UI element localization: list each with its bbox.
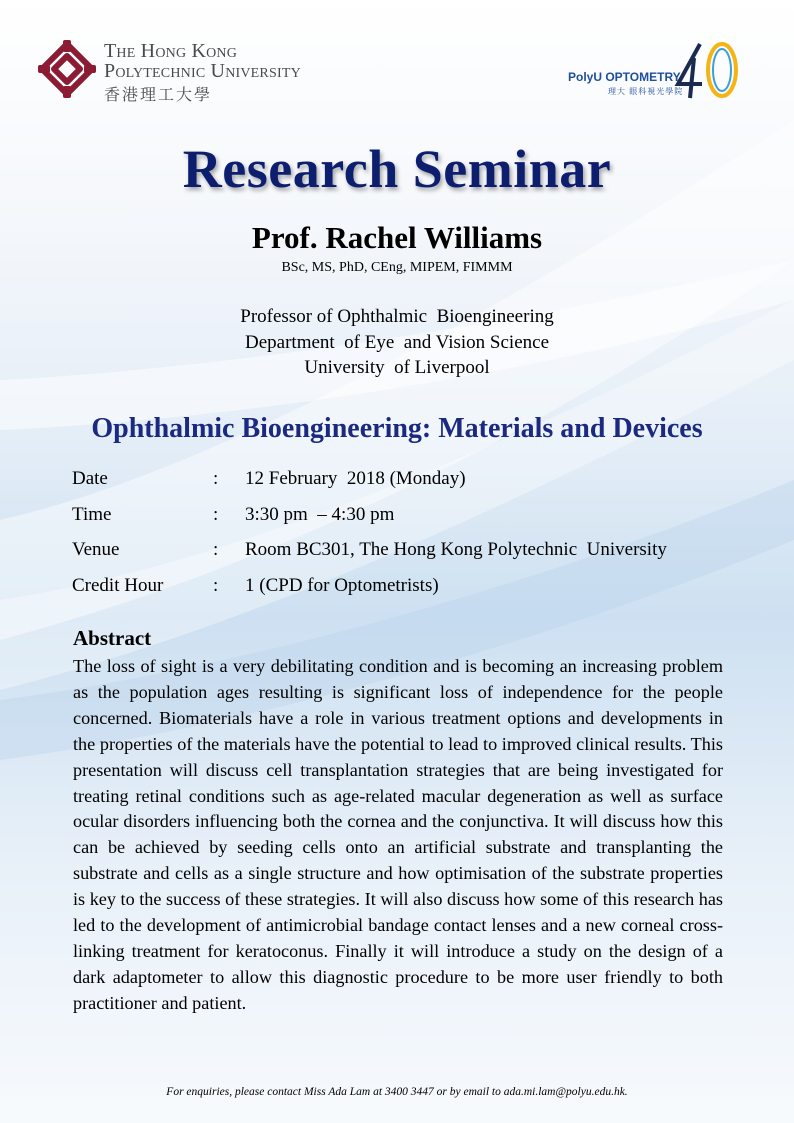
detail-value: 3:30 pm – 4:30 pm <box>245 503 395 525</box>
detail-label: Venue <box>72 539 120 560</box>
detail-colon: : <box>213 468 219 489</box>
university-name-chinese: 香港理工大學 <box>104 87 213 104</box>
speaker-institution: University of Liverpool <box>304 357 490 378</box>
polyu-logo <box>38 40 358 106</box>
dept-logo-subtitle: 理大 眼科視光學院 <box>608 87 684 96</box>
detail-value: 12 February 2018 (Monday) <box>245 468 466 489</box>
detail-row-date <box>72 468 752 504</box>
speaker-name: Prof. Rachel Williams <box>251 220 543 255</box>
speaker-department: Department of Eye and Vision Science <box>245 332 549 353</box>
detail-label: Time <box>72 503 112 525</box>
detail-colon: : <box>213 539 219 560</box>
optometry-logo <box>568 40 748 104</box>
event-details <box>72 468 752 610</box>
polyu-emblem-icon <box>38 40 96 98</box>
detail-row-time <box>72 504 752 540</box>
detail-colon: : <box>213 503 219 525</box>
talk-title: Ophthalmic Bioengineering: Materials and Devices <box>91 413 703 444</box>
detail-row-venue <box>72 539 752 575</box>
detail-value: 1 (CPD for Optometrists) <box>245 574 439 596</box>
seminar-title: Research Seminar <box>182 139 612 199</box>
detail-label: Credit Hour <box>72 574 164 596</box>
abstract-body: The loss of sight is a very debilitating condition and is becoming an increasing problem as the population ages resulting is significant loss of independence for the people concerned. Biomaterials have a role in various treatment options and developments in the properties of the materials have the potential to lead to improved clinical results. This presentation will discuss cell transplantation strategies that are being investigated for treating retinal conditions such as age-related macular degeneration as well as surface ocular disorders influencing both the cornea and the conjunctiva. It will discuss how this can be achieved by seeding cells onto an artificial substrate and transplanting the substrate and cells as a single structure and how optimisation of the substrate properties is key to the success of these strategies. It will also discuss how some of this research has led to the development of antimicrobial bandage contact lenses and a new corneal cross-linking treatment for keratoconus. Finally it will introduce a study on the design of a dark adaptometer to allow this diagnostic procedure to be more user friendly to both practitioner and patient. <box>73 656 723 1013</box>
detail-label: Date <box>72 468 108 489</box>
detail-value: Room BC301, The Hong Kong Polytechnic University <box>245 539 667 560</box>
university-name-line2: Polytechnic University <box>104 60 301 82</box>
detail-row-credit-hour <box>72 575 752 611</box>
dept-logo-title: PolyU OPTOMETRY <box>568 70 681 84</box>
abstract-heading: Abstract <box>73 626 152 650</box>
university-name-line1: The Hong Kong <box>104 40 238 62</box>
enquiries-note: For enquiries, please contact Miss Ada Lam at 3400 3447 or by email to ada.mi.lam@polyu.edu.hk. <box>166 1086 628 1098</box>
speaker-qualifications: BSc, MS, PhD, CEng, MIPEM, FIMMM <box>281 260 513 275</box>
speaker-position: Professor of Ophthalmic Bioengineering <box>240 306 554 327</box>
detail-colon: : <box>213 574 219 596</box>
